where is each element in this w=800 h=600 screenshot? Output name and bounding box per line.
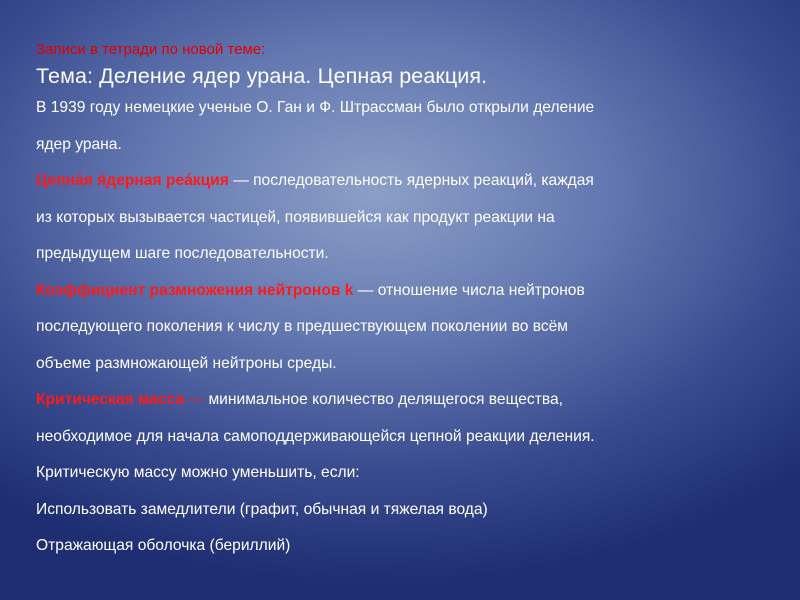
- term-multiplication-factor: Коэффициент размножения нейтронов k: [36, 281, 354, 299]
- term-critical-mass: Критическая масса: [36, 391, 185, 408]
- slide-body: [36, 90, 776, 565]
- definition-text: — последовательность ядерных реакций, каждая: [228, 172, 594, 189]
- definition-text: — отношение числа нейтронов: [353, 281, 585, 299]
- definition-text: минимальное количество делящегося вещества,: [208, 391, 563, 408]
- term-dash: —: [184, 391, 209, 408]
- intro-line: ядер урана.: [36, 135, 122, 153]
- notebook-note: Записи в тетради по новой теме:: [36, 41, 266, 58]
- method-item: Использовать замедлители (графит, обычная и тяжелая вода): [36, 500, 488, 518]
- intro-line: В 1939 году немецкие ученые О. Ган и Ф. Штрассман было открыли деление: [36, 99, 595, 116]
- definition-line: предыдущем шаге последовательности.: [36, 245, 329, 262]
- definition-critical-mass: [36, 382, 776, 419]
- method-item: Отражающая оболочка (бериллий): [36, 537, 291, 554]
- definition-line: из которых вызывается частицей, появившейся как продукт реакции на: [36, 208, 555, 226]
- slide-title: Тема: Деление ядер урана. Цепная реакция.: [36, 64, 488, 88]
- reduce-intro: Критическую массу можно уменьшить, если:: [36, 464, 360, 481]
- definition-chain-reaction: [36, 163, 776, 200]
- definition-line: последующего поколения к числу в предшествующем поколении во всём: [36, 318, 569, 335]
- definition-line: необходимое для начала самоподдерживающейся цепной реакции деления.: [36, 427, 595, 445]
- definition-multiplication-factor: [36, 273, 776, 310]
- term-chain-reaction: Цепна́я я́дерная реа́кция: [36, 172, 229, 189]
- definition-line: объеме размножающей нейтроны среды.: [36, 354, 337, 372]
